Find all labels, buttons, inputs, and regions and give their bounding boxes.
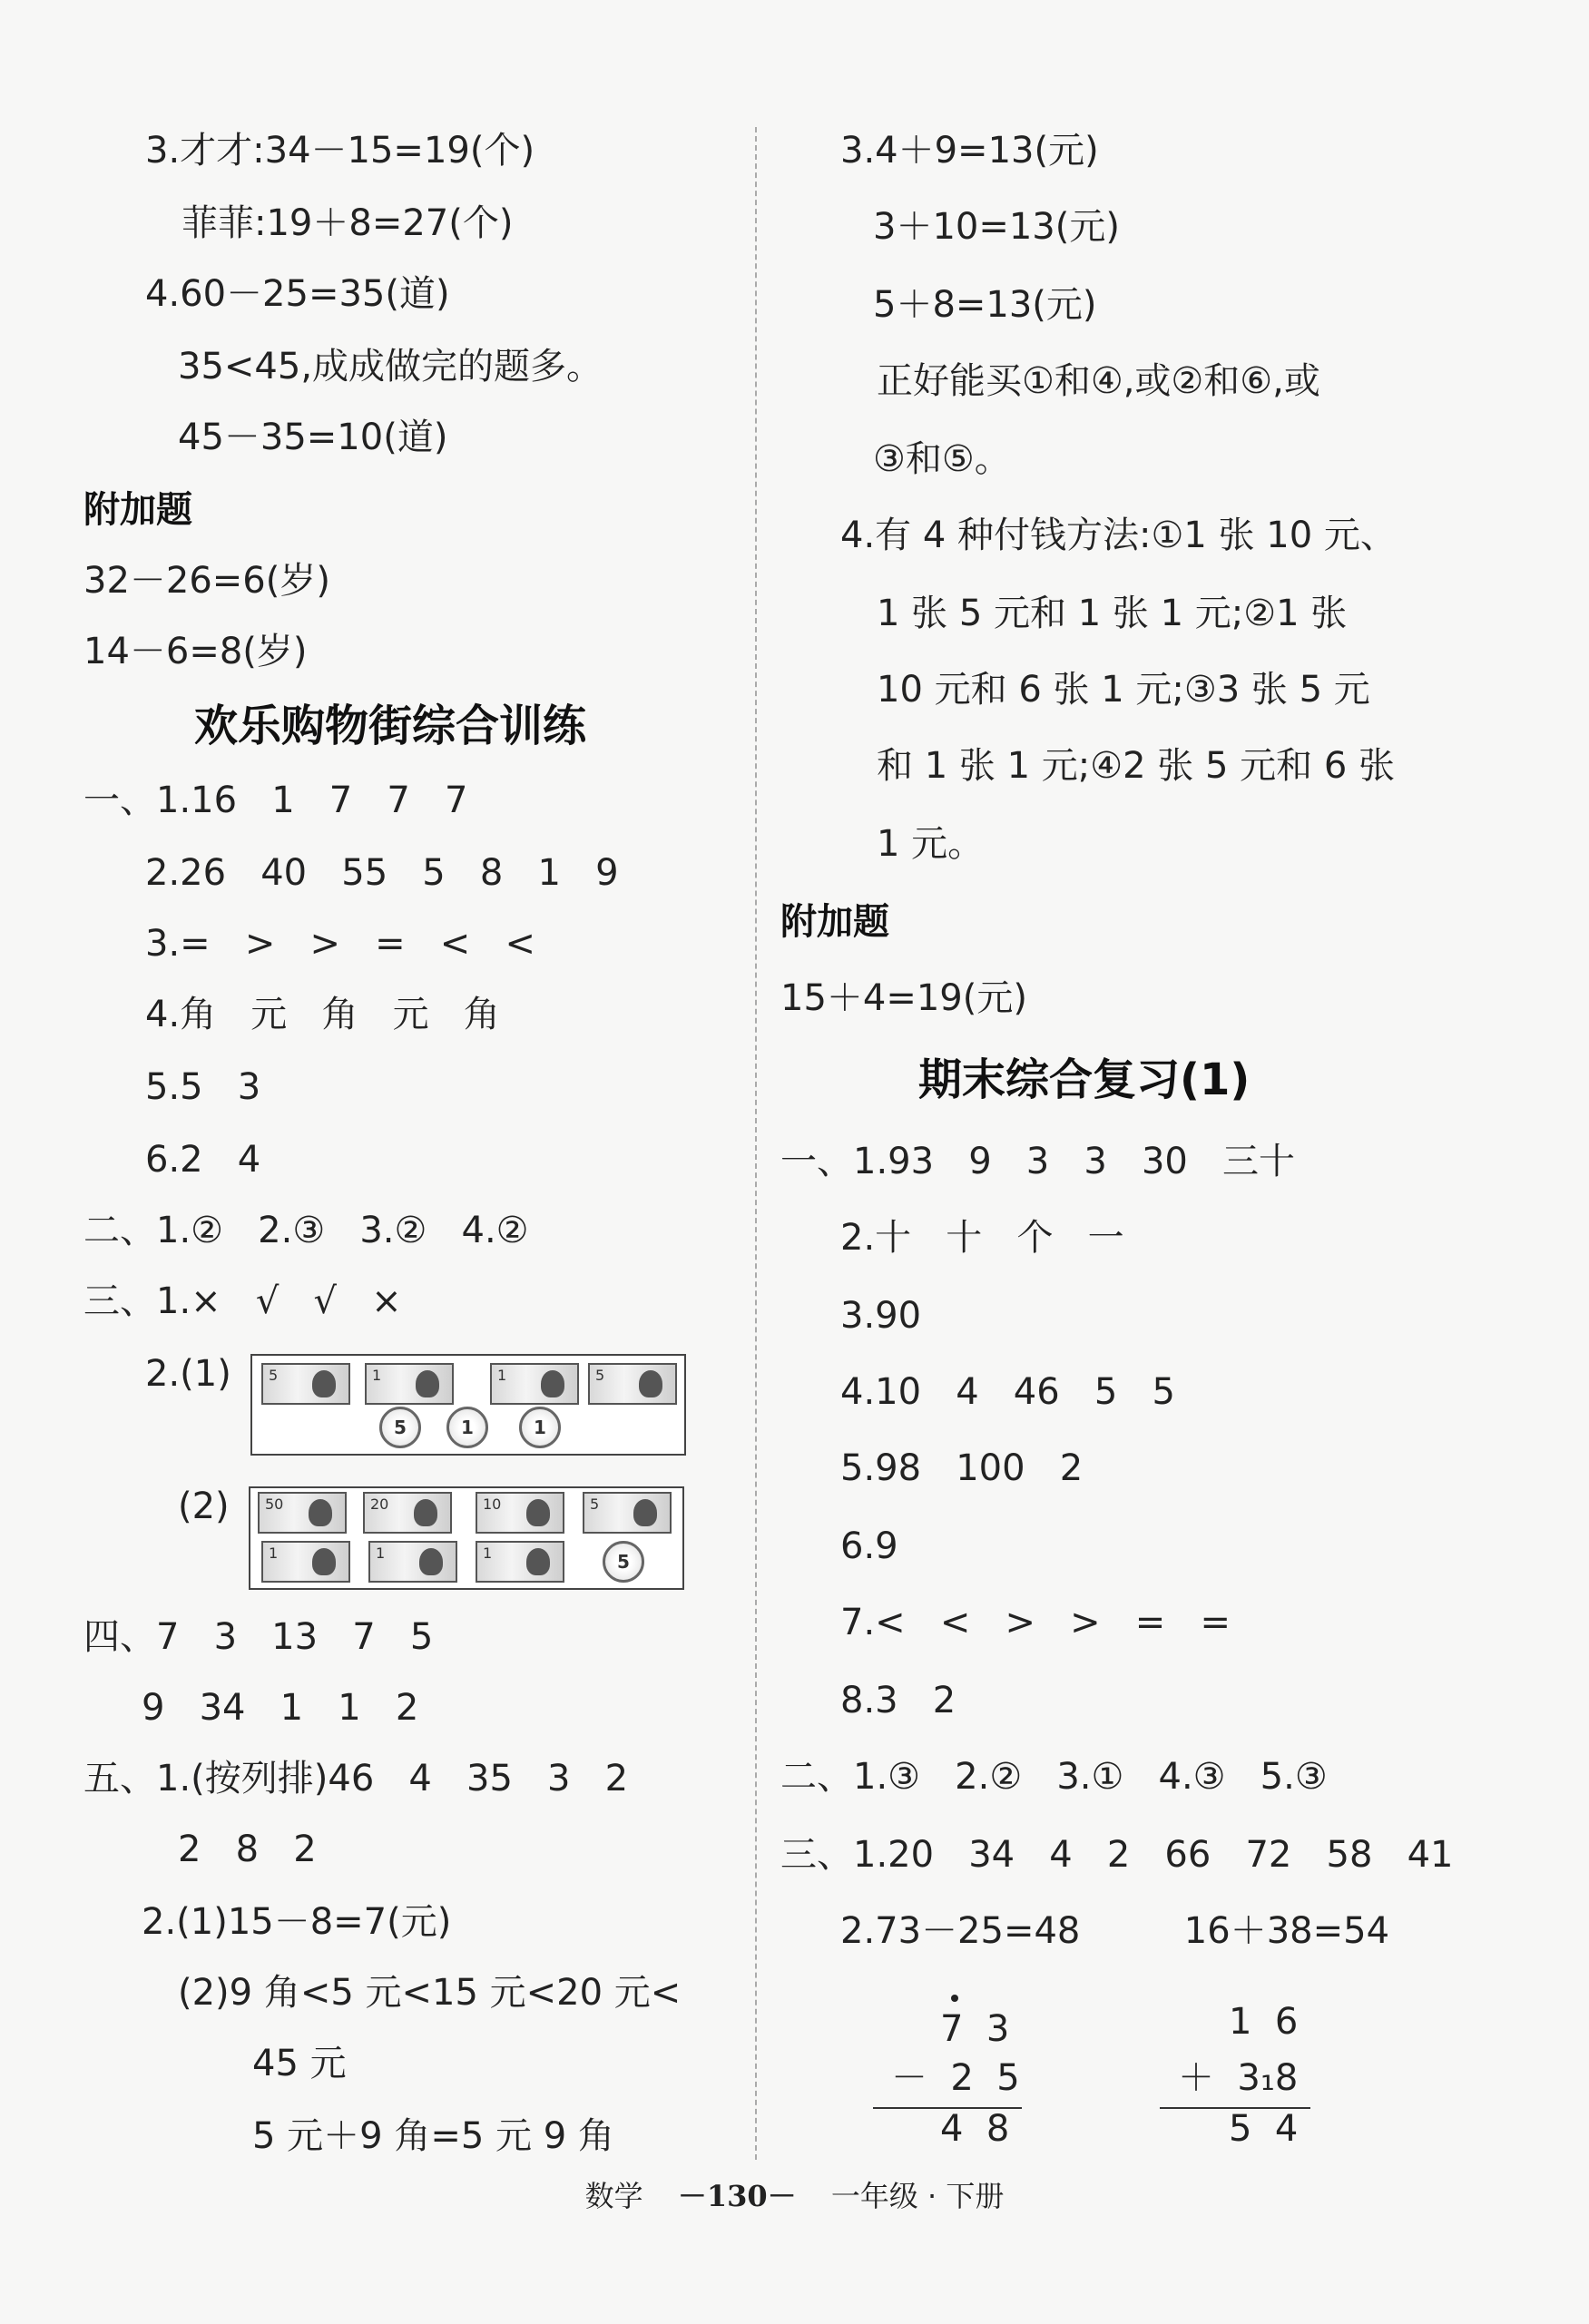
page-number: －130－ [677,2179,797,2213]
answer-line: 五、1.(按列排)46 4 35 3 2 [83,1758,629,1799]
answer-line: 8.3 2 [840,1680,956,1721]
answer-line: 7.< < > > = = [840,1602,1231,1643]
answer-line: ③和⑤。 [873,438,1011,480]
borrow-dot [951,1995,958,2002]
answer-line: 二、1.③ 2.② 3.① 4.③ 5.③ [780,1756,1328,1798]
answer-line: 2.(1)15－8=7(元) [142,1901,452,1943]
banknote-image: 1 [490,1363,579,1405]
banknote-image: 1 [261,1541,350,1583]
answer-line: 3.90 [840,1295,922,1337]
answer-line: 4.60－25=35(道) [145,273,450,315]
money-image-1 [250,1354,686,1456]
answer-line: 1 元。 [877,823,985,865]
answer-line: 32－26=6(岁) [83,560,330,602]
answer-line: (2)9 角<5 元<15 元<20 元< [178,1972,682,2014]
page-footer [0,2178,1589,2214]
answer-line: 2.73－25=48 16＋38=54 [840,1910,1390,1952]
calc-result-row: 4 8 [940,2108,1010,2150]
footer-grade: 一年级 · 下册 [830,2179,1005,2213]
answer-line: 四、7 3 13 7 5 [83,1616,434,1658]
answer-line: (2) [178,1486,230,1527]
answer-line: 菲菲:19＋8=27(个) [181,202,514,244]
answer-line: 14－6=8(岁) [83,631,308,672]
answer-line: 3.才才:34－15=19(个) [145,130,535,172]
answer-line: 35<45,成成做完的题多。 [178,346,603,387]
answer-line: 6.2 4 [145,1139,261,1181]
answer-line: 45－35=10(道) [178,417,448,458]
answer-line: 2 8 2 [178,1829,317,1870]
coin-image: 1 [446,1407,488,1448]
answer-line: 6.9 [840,1525,898,1567]
banknote-image: 5 [583,1492,672,1534]
column-divider [755,127,757,2160]
calc-result-row: 5 4 [1229,2108,1299,2150]
calc-middle-row: － 2 5 [891,2057,1020,2099]
answer-line: 9 34 1 1 2 [142,1687,419,1729]
answer-line: 2.十 十 个 一 [840,1217,1124,1259]
banknote-image: 20 [363,1492,452,1534]
answer-line: 三、1.20 34 4 2 66 72 58 41 [780,1834,1454,1876]
answer-line: 一、1.93 9 3 3 30 三十 [780,1141,1296,1182]
banknote-image: 1 [476,1541,564,1583]
extra-question-heading: 附加题 [83,489,192,531]
calc-top-row: 7 3 [940,2008,1010,2050]
answer-line: 5.5 3 [145,1066,261,1108]
answer-line: 3.= > > = < < [145,923,535,965]
money-image-2 [249,1486,684,1590]
answer-line: 4.有 4 种付钱方法:①1 张 10 元、 [840,515,1397,556]
banknote-image: 50 [258,1492,347,1534]
coin-image: 5 [379,1407,421,1448]
calc-middle-row: ＋ 3₁8 [1178,2057,1299,2099]
answer-line: 5 元＋9 角=5 元 9 角 [252,2115,614,2157]
answer-line: 3.4＋9=13(元) [840,130,1099,172]
answer-line: 10 元和 6 张 1 元;③3 张 5 元 [877,669,1370,711]
answer-line: 2.(1) [145,1353,231,1395]
answer-line: 一、1.16 1 7 7 7 [83,780,468,821]
extra-question-heading: 附加题 [780,901,889,943]
coin-image: 1 [519,1407,561,1448]
answer-line: 三、1.× √ √ × [83,1280,402,1322]
answer-line: 1 张 5 元和 1 张 1 元;②1 张 [877,593,1348,634]
answer-line: 正好能买①和④,或②和⑥,或 [877,360,1320,402]
answer-line: 15＋4=19(元) [780,977,1027,1019]
answer-line: 4.角 元 角 元 角 [145,994,500,1035]
answer-line: 5＋8=13(元) [873,284,1097,326]
calc-top-row: 1 6 [1229,2001,1299,2043]
answer-line: 2.26 40 55 5 8 1 9 [145,852,619,894]
answer-line: 5.98 100 2 [840,1447,1084,1489]
section-title: 欢乐购物街综合训练 [194,701,587,751]
answer-line: 二、1.② 2.③ 3.② 4.② [83,1210,529,1251]
footer-subject: 数学 [584,2179,643,2213]
banknote-image: 5 [261,1363,350,1405]
answer-line: 4.10 4 46 5 5 [840,1371,1175,1413]
coin-image: 5 [603,1541,644,1583]
answer-line: 和 1 张 1 元;④2 张 5 元和 6 张 [877,745,1396,787]
banknote-image: 1 [368,1541,457,1583]
answer-line: 3＋10=13(元) [873,206,1120,248]
section-title: 期末综合复习(1) [918,1054,1251,1105]
banknote-image: 1 [365,1363,454,1405]
banknote-image: 5 [588,1363,677,1405]
banknote-image: 10 [476,1492,564,1534]
answer-line: 45 元 [252,2043,347,2084]
